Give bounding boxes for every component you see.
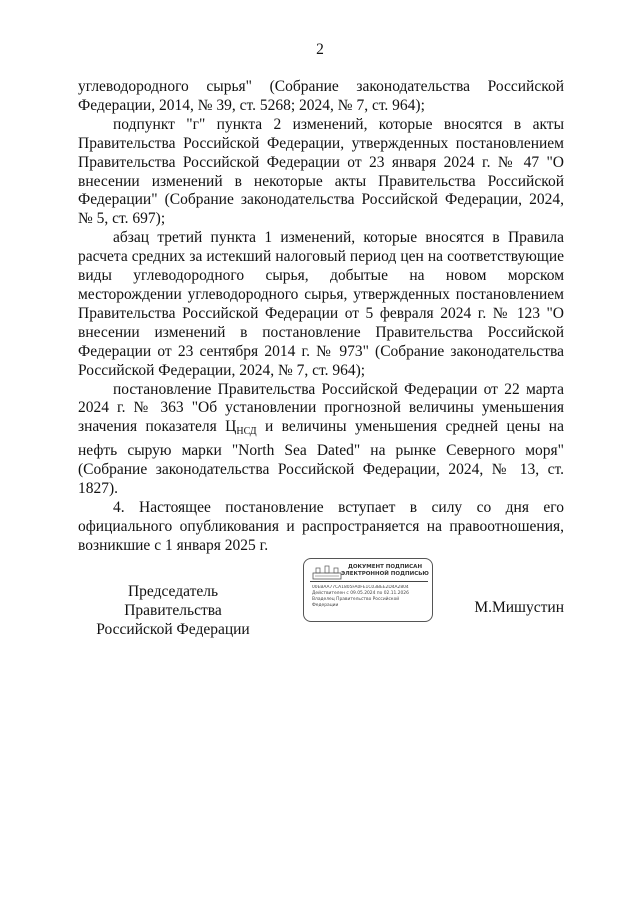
paragraph-continuation: углеводородного сырья" (Собрание законодательства Российской Федерации, 2014, № 39, ст. 5268; 2024, № 7, ст. 964); — [78, 78, 564, 114]
stamp-owner-line-1: Владелец Правительство Российской — [312, 597, 400, 602]
paragraph-third-clause: абзац третий пункта 1 изменений, которые вносятся в Правила расчета средних за истекший налоговый период цен на соответствующие виды углеводородного сырья, добытые на новом морском месторождении углеводородного сырья, утвержденных постановлением Правительства Российской Федерации от 5 февраля 2024 г. № 123 "О внесении изменений в постановление Правительства Российской Федерации от 23 сентября 2014 г. № 973" (Собрание законодательства Российской Федерации, 2024, № 7, ст. 964); — [78, 229, 564, 379]
paragraph-resolution-363 — [78, 381, 564, 499]
signer-title — [78, 582, 268, 639]
stamp-owner-line-2: Федерации — [312, 603, 339, 608]
stamp-heading — [340, 564, 430, 577]
electronic-signature-stamp — [303, 558, 433, 622]
paragraph-resolution-363-end: и величины уменьшения средней цены на нефть сырую марки "North Sea Dated" на рынке Северного моря" (Собрание законодательства Российской Федерации, 2024, № 13, ст. 1827). — [78, 418, 564, 498]
indicator-subscript: НСД — [236, 426, 257, 438]
stamp-certificate: 00EBAA77CA1805FA0FE1C03BEE2D4A2804 — [312, 585, 409, 590]
paragraph-subparagraph-g: подпункт "г" пункта 2 изменений, которые вносятся в акты Правительства Российской Федерации, утвержденных постановлением Правительства Российской Федерации от 23 января 2024 г. № 47 "О внесении изменений в некоторые акты Правительства Российской Федерации" (Собрание законодательства Российской Федерации, 2024, № 5, ст. 697); — [78, 115, 564, 228]
paragraph-resolution-363-start: постановление Правительства Российской Федерации от 22 марта 2024 г. № 363 "Об установлении прогнозной величины уменьшения значения показателя Ц — [78, 380, 564, 436]
signer-name: М.Мишустин — [474, 599, 564, 616]
stamp-validity: Действителен с 09.05.2024 по 02.11.2026 — [312, 591, 409, 596]
signer-title-line-2: Российской Федерации — [96, 621, 250, 638]
stamp-divider — [310, 581, 428, 582]
coat-of-arms-icon — [312, 564, 342, 580]
stamp-heading-line-2: ЭЛЕКТРОННОЙ ПОДПИСЬЮ — [341, 570, 429, 577]
signer-title-line-1: Председатель Правительства — [124, 583, 222, 619]
paragraph-entry-into-force: 4. Настоящее постановление вступает в силу со дня его официального опубликования и распространяется на правоотношения, возникшие с 1 января 2025 г. — [78, 498, 564, 554]
stamp-heading-line-1: ДОКУМЕНТ ПОДПИСАН — [347, 564, 423, 570]
page-number: 2 — [316, 41, 324, 58]
stamp-details — [312, 585, 430, 609]
document-body — [78, 78, 564, 556]
